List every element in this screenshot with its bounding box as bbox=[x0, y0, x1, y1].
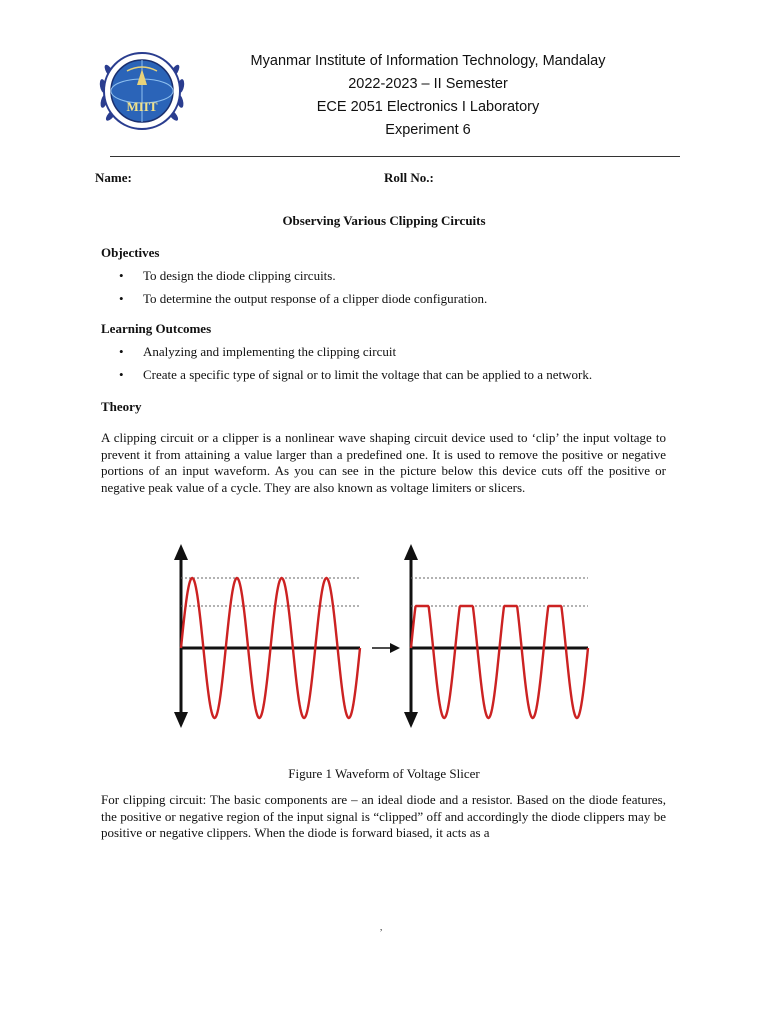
roll-number-label: Roll No.: bbox=[384, 170, 434, 185]
clipped-output-wave bbox=[411, 606, 588, 718]
objectives-list bbox=[101, 267, 487, 313]
academic-year: 2022-2023 – II Semester bbox=[348, 76, 508, 92]
list-item: • To determine the output response of a clipper diode configuration. bbox=[119, 291, 488, 306]
bullet-icon: • bbox=[119, 344, 124, 359]
institute-name: Myanmar Institute of Information Technology, Mandalay bbox=[250, 53, 606, 69]
miit-logo bbox=[97, 41, 187, 137]
voltage-slicer-waveform-figure bbox=[170, 540, 595, 740]
document-header bbox=[178, 50, 678, 142]
list-item: • Analyzing and implementing the clipping circuit bbox=[119, 344, 397, 359]
body-paragraph: For clipping circuit: The basic components are – an ideal diode and a resistor. Based on the diode features, the positive or negative region of the input signal is “clipped” off and accordingly the diode clippers may be positive or negative clippers. When the diode is forward biased, it acts as a bbox=[101, 792, 666, 840]
arrow-right-icon bbox=[372, 643, 400, 653]
name-label: Name: bbox=[95, 170, 132, 185]
experiment-number: Experiment 6 bbox=[385, 122, 471, 138]
bullet-icon: • bbox=[119, 367, 124, 382]
logo-text: MIIT bbox=[126, 99, 158, 114]
header-divider bbox=[110, 156, 680, 157]
figure-caption: Figure 1 Waveform of Voltage Slicer bbox=[288, 766, 480, 781]
document-title: Observing Various Clipping Circuits bbox=[282, 213, 486, 228]
course-title: ECE 2051 Electronics I Laboratory bbox=[316, 99, 540, 115]
learning-outcomes-list bbox=[101, 343, 592, 389]
list-item: • Create a specific type of signal or to limit the voltage that can be applied to a network. bbox=[119, 367, 593, 382]
list-item: • To design the diode clipping circuits. bbox=[119, 268, 336, 283]
bullet-icon: • bbox=[119, 291, 124, 306]
theory-heading: Theory bbox=[101, 399, 142, 414]
page-number: , bbox=[380, 922, 383, 932]
objectives-heading: Objectives bbox=[101, 245, 160, 260]
bullet-icon: • bbox=[119, 268, 124, 283]
learning-outcomes-heading: Learning Outcomes bbox=[101, 321, 212, 336]
theory-paragraph: A clipping circuit or a clipper is a nonlinear wave shaping circuit device used to ‘clip’ the input voltage to prevent it from attaining a value larger than a predefined one. It is used to remove the positive or negative portions of an input waveform. As you can see in the picture below this device cuts off the positive or negative peak value of a cycle. They are also known as voltage limiters or slicers. bbox=[101, 430, 666, 495]
